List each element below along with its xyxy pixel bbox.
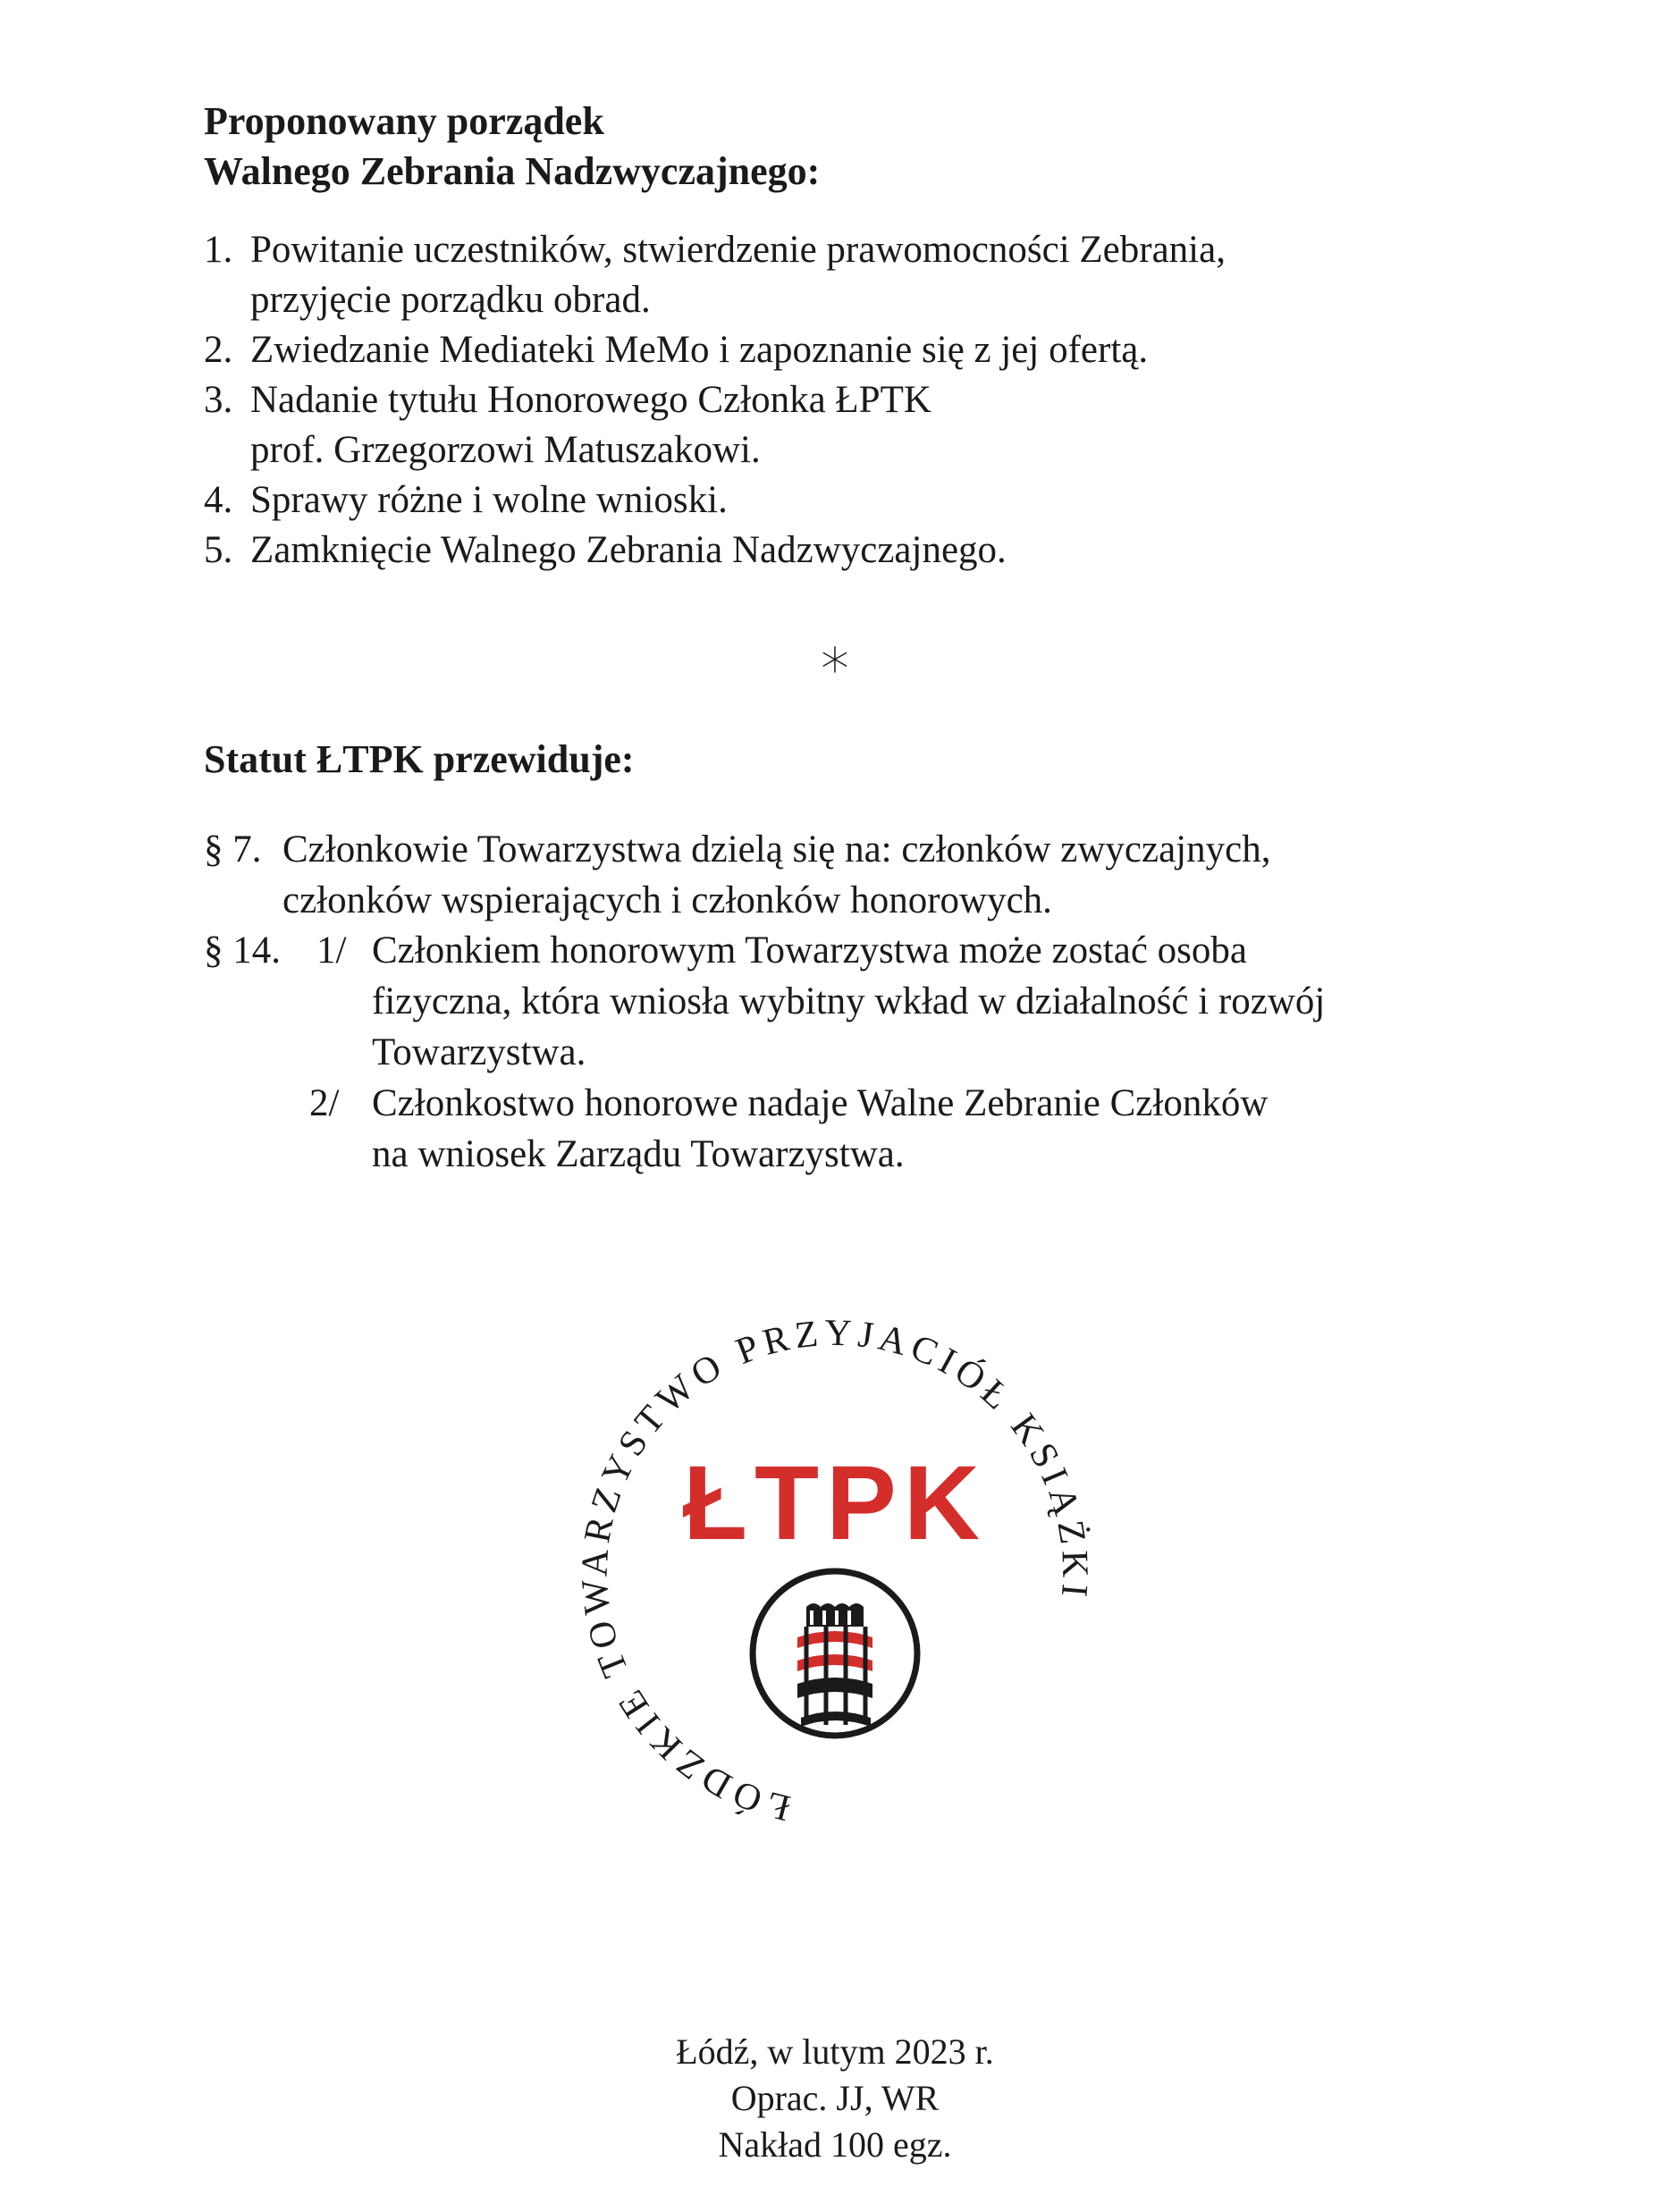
- paragraph-symbol: § 14.: [204, 929, 281, 971]
- logo-ring-textpath: ŁÓDZKIE TOWARZYSTWO PRZYJACIÓŁ KSIĄŻKI: [574, 1312, 1096, 1829]
- logo-abbreviation: ŁTPK: [682, 1444, 988, 1562]
- statute-paragraph-14: [204, 925, 1473, 1180]
- paragraph-line: na wniosek Zarządu Towarzystwa.: [372, 1133, 905, 1175]
- agenda-item: [204, 475, 1455, 526]
- agenda-item-number: 1.: [204, 229, 233, 271]
- paragraph-text: [204, 824, 1455, 926]
- document-footer: [477, 2029, 1193, 2168]
- agenda-item-text: Powitanie uczestników, stwierdzenie prawomocności Zebrania,: [250, 229, 1226, 271]
- footer-authors: Oprac. JJ, WR: [730, 2078, 940, 2118]
- agenda-item: [204, 526, 1455, 576]
- agenda-title-line2: Walnego Zebrania Nadzwyczajnego:: [204, 149, 821, 193]
- book-emblem-icon: [753, 1571, 917, 1736]
- statute-title: Statut ŁTPK przewiduje:: [204, 737, 635, 781]
- agenda-item-text: Sprawy różne i wolne wnioski.: [250, 479, 728, 521]
- paragraph-line: Towarzystwa.: [372, 1031, 586, 1073]
- agenda-item: [204, 325, 1455, 375]
- paragraph-subpoint: [204, 1078, 1473, 1180]
- paragraph-line: członków wspierających i członków honorowych.: [282, 879, 1052, 921]
- agenda-item-number: 4.: [204, 479, 233, 521]
- paragraph-subpoint: [204, 925, 1473, 1078]
- section-separator: *: [821, 637, 849, 703]
- footer-print-run: Nakład 100 egz.: [718, 2124, 952, 2165]
- agenda-list: [204, 225, 1455, 576]
- agenda-item-number: 2.: [204, 329, 233, 371]
- footer-place-date: Łódź, w lutym 2023 r.: [676, 2031, 994, 2072]
- paragraph-line: Członkowie Towarzystwa dzielą się na: członków zwyczajnych,: [282, 828, 1271, 871]
- ltpk-logo: [567, 1305, 1103, 1841]
- agenda-title: [204, 97, 820, 197]
- agenda-item: [204, 375, 1455, 475]
- agenda-item-number: 3.: [204, 379, 233, 421]
- agenda-item-text: prof. Grzegorzowi Matuszakowi.: [250, 429, 761, 471]
- statute-paragraph-7: [204, 824, 1455, 926]
- paragraph-line: Członkostwo honorowe nadaje Walne Zebranie Członków: [372, 1082, 1269, 1124]
- paragraph-line: Członkiem honorowym Towarzystwa może zostać osoba: [372, 929, 1247, 971]
- agenda-item-text: Zamknięcie Walnego Zebrania Nadzwyczajnego.: [250, 529, 1007, 571]
- agenda-item-number: 5.: [204, 529, 233, 571]
- paragraph-line: fizyczna, która wniosła wybitny wkład w działalność i rozwój: [372, 980, 1326, 1022]
- agenda-item-text: Zwiedzanie Mediateki MeMo i zapoznanie się z jej ofertą.: [250, 329, 1149, 371]
- agenda-item-text: przyjęcie porządku obrad.: [250, 279, 651, 321]
- agenda-item: [204, 225, 1455, 325]
- agenda-title-line1: Proponowany porządek: [204, 99, 604, 143]
- subpoint-mark: 2/: [309, 1082, 340, 1124]
- paragraph-symbol: § 7.: [204, 828, 262, 871]
- subpoint-mark: 1/: [316, 929, 347, 971]
- agenda-item-text: Nadanie tytułu Honorowego Członka ŁPTK: [250, 379, 931, 421]
